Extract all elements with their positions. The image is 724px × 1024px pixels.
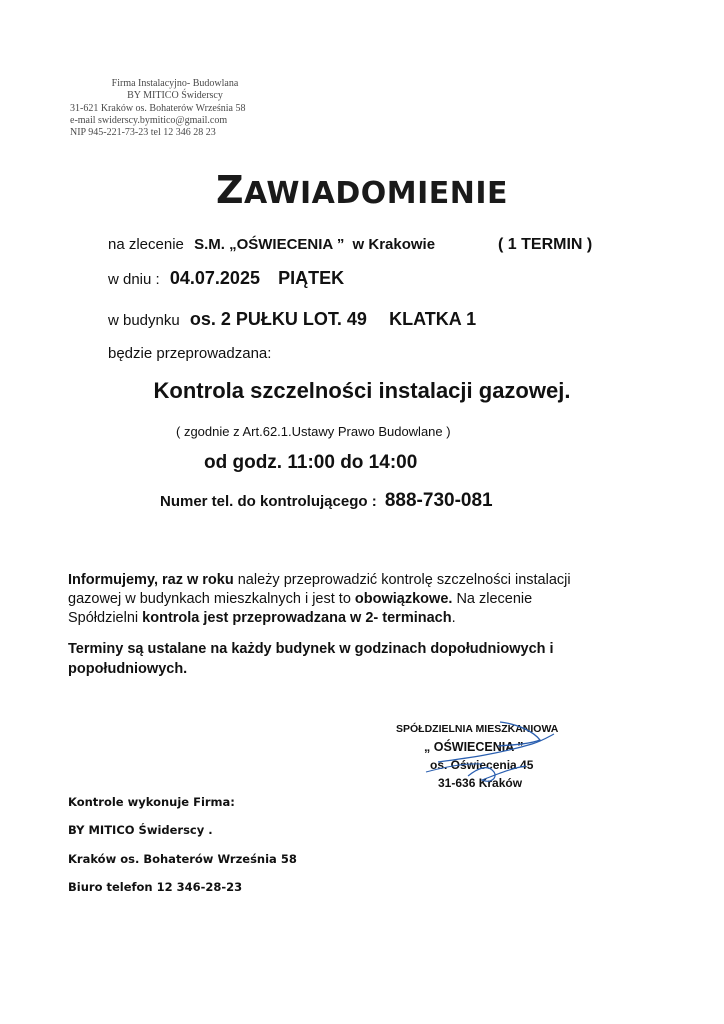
info-emphasis: Informujemy, raz w roku — [68, 572, 234, 588]
document-title — [0, 168, 724, 212]
info-text: gazowej w budynkach mieszkalnych i jest to — [68, 591, 355, 607]
stamp-line: SPÓŁDZIELNIA MIESZKANIOWA — [396, 723, 559, 735]
client-name: S.M. „OŚWIECENIA ” — [194, 236, 345, 253]
date-weekday: PIĄTEK — [278, 268, 345, 288]
info-text: należy przeprowadzić kontrolę szczelności instalacji — [233, 572, 571, 588]
letterhead-line: BY MITICO Świderscy — [127, 90, 223, 102]
schedule-paragraph — [68, 639, 658, 679]
date-prefix: w dniu : — [108, 271, 160, 288]
info-paragraph — [68, 571, 648, 628]
letterhead-line: NIP 945-221-73-23 tel 12 346 28 23 — [70, 127, 216, 139]
building-staircase: KLATKA 1 — [389, 309, 477, 329]
letterhead-line: Firma Instalacyjno- Budowlana — [111, 78, 239, 89]
footer-line: Kontrole wykonuje Firma: — [68, 795, 235, 809]
footer-line: Kraków os. Bohaterów Września 58 — [68, 852, 297, 866]
phone-label: Numer tel. do kontrolującego : — [160, 493, 377, 510]
inspection-headline: Kontrola szczelności instalacji gazowej. — [153, 378, 571, 403]
building-prefix: w budynku — [108, 312, 180, 329]
schedule-line: popołudniowych. — [68, 661, 188, 677]
client-city: w Krakowie — [352, 236, 436, 253]
term-number: ( 1 TERMIN ) — [498, 236, 593, 253]
schedule-line: Terminy są ustalane na każdy budynek w godzinach dopołudniowych i — [68, 641, 554, 657]
inspection-hours: od godz. 11:00 do 14:00 — [204, 452, 418, 473]
order-prefix: na zlecenie — [108, 236, 184, 253]
company-letterhead — [70, 78, 280, 139]
info-text: . — [451, 610, 456, 626]
stamp-line: „ OŚWIECENIA ” — [424, 740, 524, 754]
letterhead-line: e-mail swiderscy.bymitico@gmail.com — [70, 114, 228, 126]
stamp-line: os. Oświecenia 45 — [430, 758, 534, 772]
inspector-phone — [160, 490, 493, 512]
order-line — [108, 236, 593, 253]
info-emphasis: kontrola jest przeprowadzana w 2- terminach — [142, 610, 452, 626]
info-text: Na zlecenie — [452, 591, 533, 607]
handwritten-signature — [408, 714, 578, 796]
legal-basis: ( zgodnie z Art.62.1.Ustawy Prawo Budowlane ) — [176, 424, 451, 439]
footer-line: BY MITICO Świderscy . — [68, 823, 213, 837]
title-rest: AWIADOMIENIE — [244, 176, 509, 211]
date-line — [108, 268, 344, 289]
title-first-letter: Z — [215, 168, 245, 212]
info-emphasis: obowiązkowe. — [354, 591, 453, 607]
info-text: Spółdzielni — [68, 610, 143, 626]
building-line — [108, 309, 476, 330]
footer-line: Biuro telefon 12 346-28-23 — [68, 880, 243, 894]
building-address: os. 2 PUŁKU LOT. 49 — [189, 309, 367, 329]
will-be-text: będzie przeprowadzana: — [108, 345, 272, 362]
stamp-line: 31-636 Kraków — [438, 776, 523, 790]
letterhead-line: 31-621 Kraków os. Bohaterów Września 58 — [70, 102, 246, 114]
date-value: 04.07.2025 — [169, 268, 260, 288]
phone-number: 888-730-081 — [384, 490, 493, 511]
